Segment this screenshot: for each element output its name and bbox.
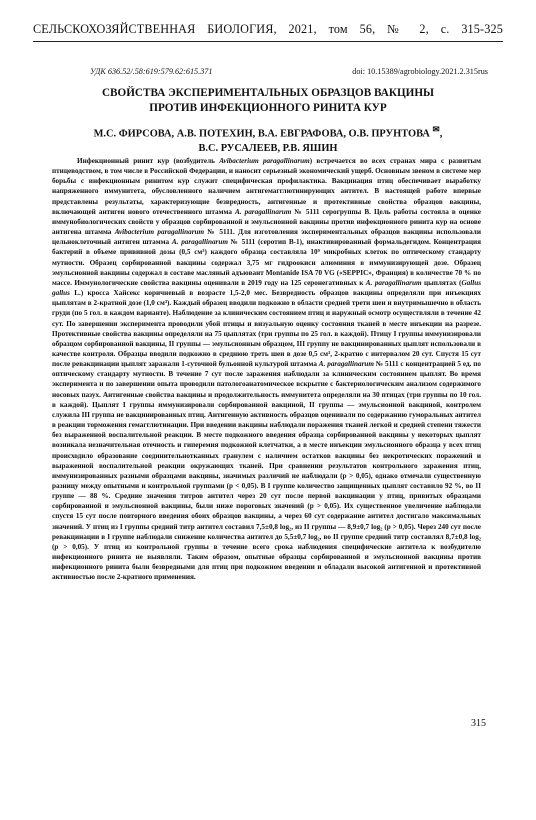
authors-line-2: В.С. РУСАЛЕЕВ, Р.В. ЯШИН	[198, 142, 338, 154]
page-number: 315	[471, 718, 486, 729]
abstract-paragraph: Инфекционный ринит кур (возбудитель Avibacterium paragallinarum) встречается во всех странах мира с развитым птицеводством, в том числе в Российской Федерации, и наносит серьезный экономический ущерб. Основным звеном в системе мер борьбы с инфекционным ринитом кур служит специфическая профилактика. Вакцинация птиц обеспечивает выработку напряженного иммунитета, обусловленного наличием антигемагглютинирующих антител. В настоящей работе впервые представлены результаты, характеризующие безвредность, антигенные и протективные свойства образцов вакцины, включающей антиген нового отечественного штамма A. paragallinarum № 5111 серогруппы В. Цель работы состояла в оценке иммунобиологических свойств у образцов сорбированной и эмульсионной вакцины против инфекционного ринита кур на основе антигена штамма Avibacterium paragallinarum № 5111. Для изготовления экспериментальных образцов вакцины использовали цельноклеточный антиген штамма A. paragallinarum № 5111 (серотип B-1), инактивированный формальдегидом. Концентрация бактерий в объеме прививной дозы (0,5 см³) каждого образца составляла 10⁹ микробных клеток по оптическому стандарту мутности. Образец сорбированной вакцины содержал 3,75 мг гидроокиси алюминия в иммунизирующей дозе. Образец эмульсионной вакцины содержал в составе масляный адъювант Montanide ISA 70 VG («SEPPIC», Франция) в количестве 70 % по массе. Иммунологические свойства вакцины оценивали в 2019 году на 125 серонегативных к A. paragallinarum цыплятах (Gallus gallus L.) кросса Хайсекс коричневый в возрасте 1,5-2,0 мес. Безвредность образцов вакцины определяли при инъекциях цыплятам в 2-кратной дозе (1,0 см³). Каждый образец вводили подкожно в области средней трети шеи и внутримышечно в область груди (по 5 гол. в каждом варианте). Наблюдение за клиническим состоянием птиц и наружный осмотр осуществляли в течение 42 сут. По завершении эксперимента проводили убой птицы и визуальную оценку состояния тканей в месте инъекции на разрезе. Протективные свойства вакцины определяли на 75 цыплятах (три группы по 25 гол. в каждой). Птицу I группы иммунизировали образцом сорбированной вакцины, II группы — эмульсионным образцом, III группу не вакцинированных цыплят использовали в качестве контроля. Образцы вводили подкожно в среднюю треть шеи в дозе 0,5 см³, 2-кратно с интервалом 20 сут. Спустя 15 сут после ревакцинации цыплят заражали 1-суточной бульонной культурой штамма A. paragallinarum № 5111 с концентрацией 5 ед. по оптическому стандарту мутности. В течение 7 сут после заражения наблюдали за клиническим состоянием цыплят. Во время эксперимента и по завершении опыта проводили патологоанатомическое вскрытие с бактериологическим анализом содержимого носовых пазух. Антигенные свойства вакцины и продолжительность иммунитета определяли на 30 птицах (три группы по 10 гол. в каждой). Цыплят I группы иммунизировали сорбированной вакциной, II группы — эмульсионной вакциной, контролем служила III группа не вакцинированных птиц. Антигенную активность образцов оценивали по содержанию гуморальных антител в реакции торможения гемагглютинации. При введении вакцины наблюдали поражения тканей легкой и средней степени тяжести без выраженной воспалительной реакции. В месте подкожного введения образца сорбированной вакцины у некоторых цыплят возникала незначительная отечность и гиперемия подкожной клетчатки, а в месте инъекции эмульсионного образца у всех птиц происходило образование соединительнотканных гранулем с наличием остатков вакцины без некротических поражений и выраженной воспалительной реакции окружающих тканей. При сравнении результатов контрольного заражения птиц, иммунизированных разными образцами вакцины, значимых различий не наблюдали (p > 0,05), однако отмечали существенную разницу между опытными и контрольной группами (p < 0,05). В I группе количество защищенных цыплят составило 92 %, во II группе — 88 %. Средние значения титров антител через 20 сут после первой вакцинации у птиц, привитых образцами сорбированной и эмульсионной вакцины, были ниже пороговых значений (p > 0,05). Их существенное увеличение наблюдали спустя 15 сут после повторного введения обоих образцов вакцины, а через 60 сут содержание антител достигало максимальных значений. У птиц из I группы средний титр антител составил 7,5±0,8 log₂, из II группы — 8,9±0,7 log₂ (p > 0,05). Через 240 сут после ревакцинации в I группе наблюдали снижение количества антител до 5,5±0,7 log₂, во II группе средний титр составлял 8,7±0,8 log₂ (p > 0,05). У птиц из контрольной группы в течение всего срока наблюдения специфические антитела к возбудителю инфекционного ринита не выявляли. Таким образом, опытные образцы сорбированной и эмульсионной вакцины против инфекционного ринита были безвредными для птиц при подкожном введении и обладали высокой антигенной и протективной активностью после 2-кратного применения.	[52, 157, 482, 582]
abstract	[52, 156, 481, 583]
udc-code: УДК 636.52/.58:619:579.62:615.371	[90, 67, 213, 76]
doi[interactable]: doi: 10.15389/agrobiology.2021.2.315rus	[352, 67, 488, 76]
authors-line-1: М.С. ФИРСОВА, А.В. ПОТЕХИН, В.А. ЕВГРАФОВА, О.В. ПРУНТОВА ✉,	[93, 124, 443, 140]
article-title	[33, 86, 503, 115]
title-line-1: СВОЙСТВА ЭКСПЕРИМЕНТАЛЬНЫХ ОБРАЗЦОВ ВАКЦИНЫ	[101, 87, 435, 99]
author-list	[33, 122, 503, 156]
journal-running-head: СЕЛЬСКОХОЗЯЙСТВЕННАЯ БИОЛОГИЯ, 2021, том 56, № 2, с. 315-325	[33, 22, 503, 42]
authors-line-1-text: М.С. ФИРСОВА, А.В. ПОТЕХИН, В.А. ЕВГРАФОВА, О.В. ПРУНТОВА	[93, 128, 430, 140]
title-line-2: ПРОТИВ ИНФЕКЦИОННОГО РИНИТА КУР	[149, 101, 387, 114]
corresponding-author-mail-icon: ✉	[432, 124, 440, 134]
article-meta	[90, 67, 488, 76]
